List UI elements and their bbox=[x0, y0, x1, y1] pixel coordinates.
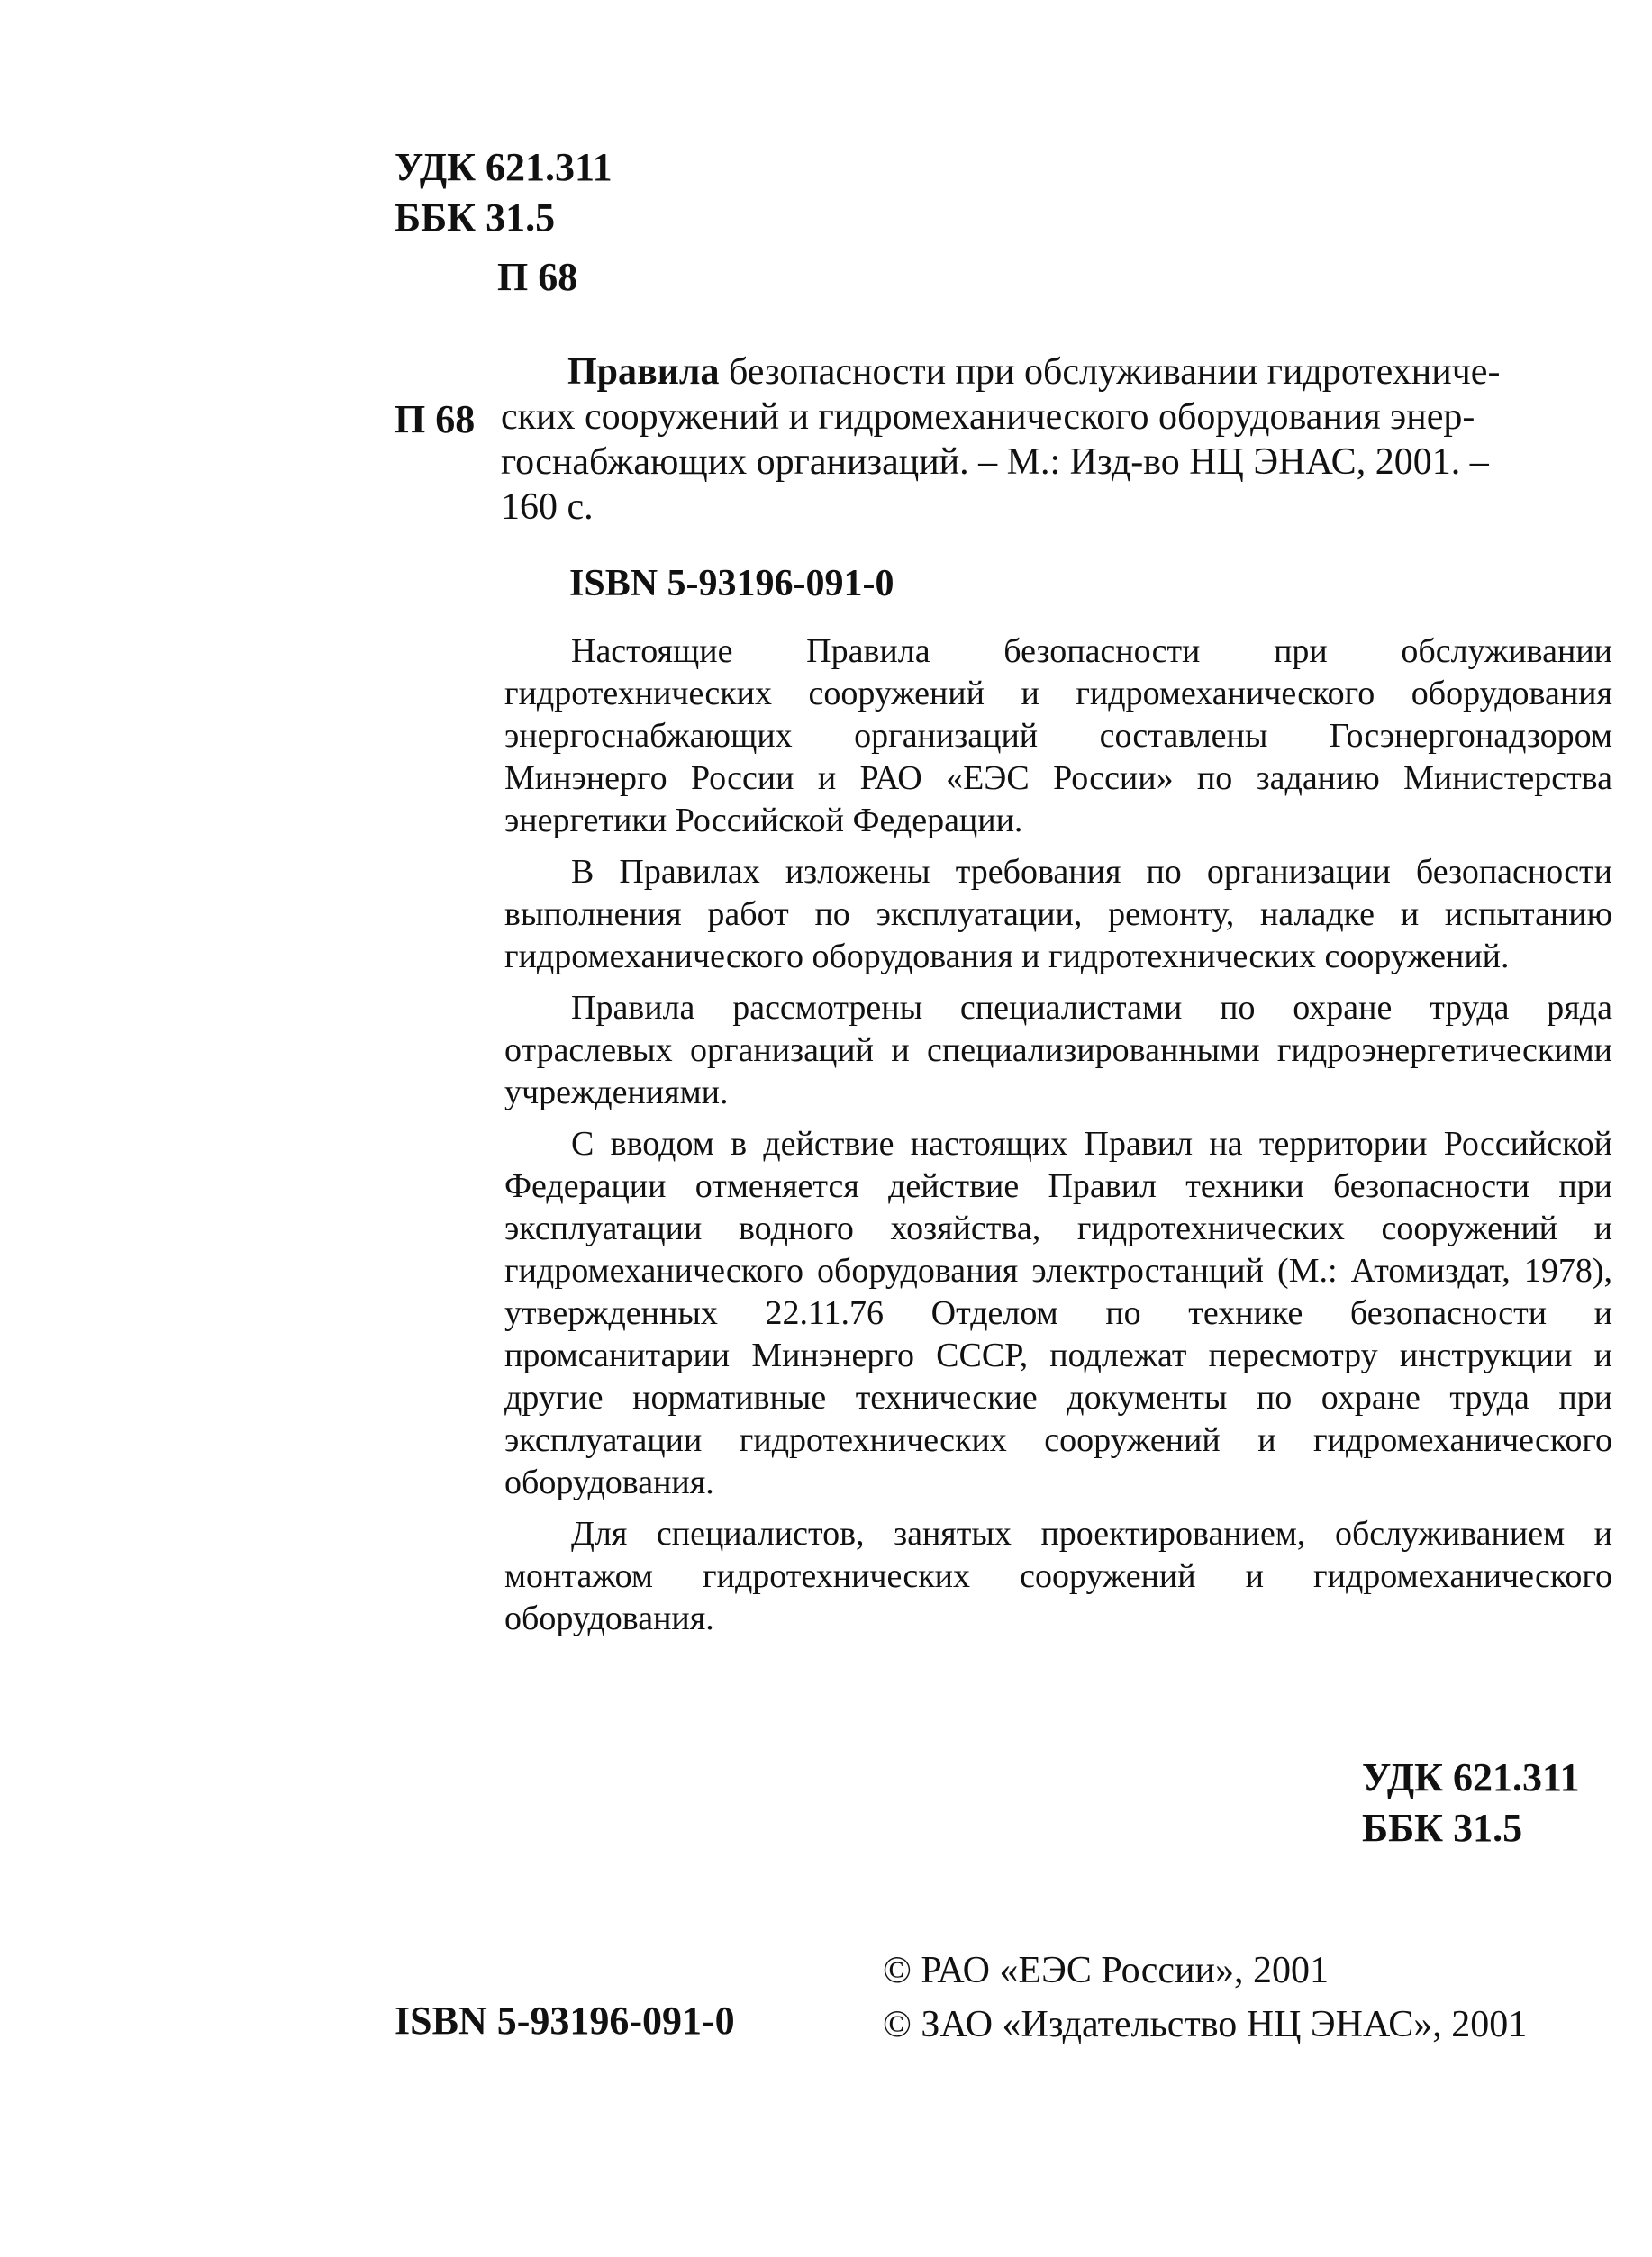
abstract-paragraph: Настоящие Правила безопасности при обслуживании гидротехнических сооружений и гидромеханического оборудования энергоснабжающих организаций составлены Госэнергонадзором Минэнерго России и РАО «ЕЭС России» по заданию Министерства энергетики Российской Федерации. bbox=[504, 632, 1612, 839]
bibliographic-description bbox=[501, 349, 1609, 530]
biblio-line-4: 160 с. bbox=[501, 486, 594, 528]
author-mark-side: П 68 bbox=[395, 397, 476, 441]
abstract-paragraph: С вводом в действие настоящих Правил на территории Российской Федерации отменяется действие Правил техники безопасности при эксплуатации водного хозяйства, гидротехнических сооружений и гидромеханического оборудования электростанций (М.: Атомиздат, 1978), утвержденных 22.11.76 Отделом по технике безопасности и промсанитарии Минэнерго СССР, подлежат пересмотру инструкции и другие нормативные технические документы по охране труда при эксплуатации гидротехнических сооружений и гидромеханического оборудования. bbox=[504, 1125, 1612, 1501]
copyright-block bbox=[883, 1944, 1527, 2052]
abstract-paragraph: Правила рассмотрены специалистами по охране труда ряда отраслевых организаций и специализированными гидроэнергетическими учреждениями. bbox=[504, 989, 1612, 1111]
copyright-line: © РАО «ЕЭС России», 2001 bbox=[883, 1950, 1329, 1991]
abstract-paragraph: В Правилах изложены требования по организации безопасности выполнения работ по эксплуатации, ремонту, наладке и испытанию гидромеханического оборудования и гидротехнических сооружений. bbox=[504, 853, 1612, 975]
classification-block-bottom bbox=[1362, 1753, 1580, 1854]
isbn-middle: ISBN 5-93196-091-0 bbox=[569, 563, 894, 604]
bbk-code-bottom: ББК 31.5 bbox=[1362, 1806, 1523, 1850]
udk-code-bottom: УДК 621.311 bbox=[1362, 1755, 1580, 1799]
title-word: Правила bbox=[567, 351, 720, 393]
bbk-code: ББК 31.5 bbox=[395, 195, 556, 240]
author-mark: П 68 bbox=[497, 255, 578, 299]
title-rest: безопасности при обслуживании гидротехниче- bbox=[719, 351, 1501, 393]
copyright-line: © ЗАО «Издательство НЦ ЭНАС», 2001 bbox=[883, 2004, 1528, 2045]
biblio-line-2: ских сооружений и гидромеханического оборудования энер- bbox=[501, 396, 1475, 438]
biblio-line-1 bbox=[501, 349, 1609, 394]
biblio-line-3: госнабжающих организаций. – М.: Изд-во НЦ ЭНАС, 2001. – bbox=[501, 441, 1489, 483]
isbn-bottom: ISBN 5-93196-091-0 bbox=[395, 1999, 735, 2043]
classification-block-top bbox=[395, 142, 613, 243]
abstract-paragraph: Для специалистов, занятых проектированием, обслуживанием и монтажом гидротехнических сооружений и гидромеханического оборудования. bbox=[504, 1515, 1612, 1637]
udk-code: УДК 621.311 bbox=[395, 145, 613, 189]
abstract bbox=[504, 630, 1612, 1649]
